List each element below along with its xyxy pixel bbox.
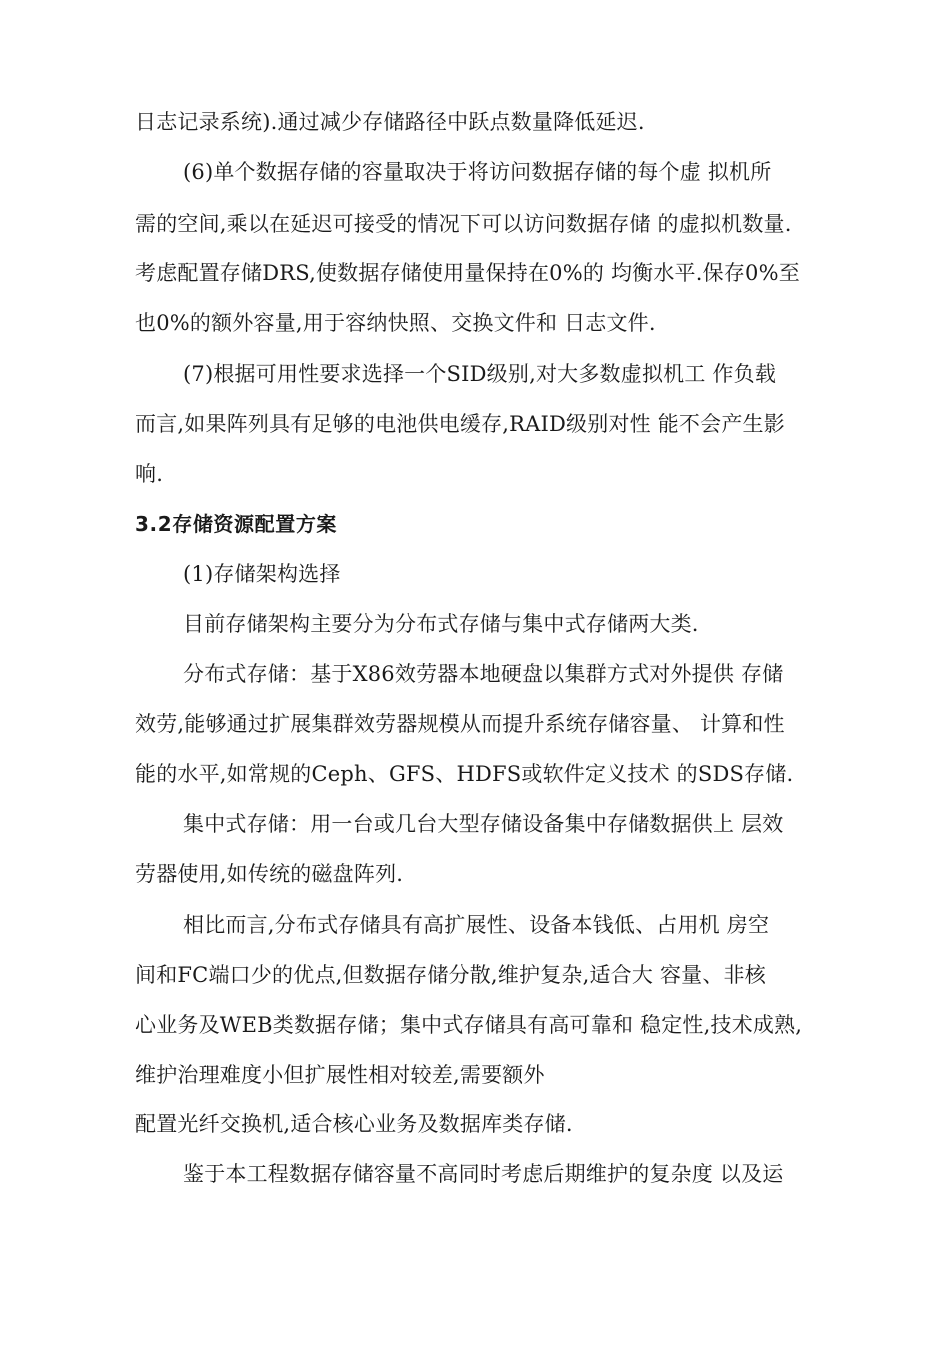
text-line: 鉴于本工程数据存储容量不高同时考虑后期维护的复杂度 以及运 xyxy=(183,1162,784,1186)
text-line: 心业务及WEB类数据存储；集中式存储具有高可靠和 稳定性,技术成熟, xyxy=(135,1013,803,1037)
text-line: 日志记录系统).通过减少存储路径中跃点数量降低延迟. xyxy=(135,110,645,134)
text-line: (7)根据可用性要求选择一个SID级别,对大多数虚拟机工 作负载 xyxy=(183,362,777,386)
text-line: 需的空间,乘以在延迟可接受的情况下可以访问数据存储 的虚拟机数量. xyxy=(135,212,792,236)
text-line: 而言,如果阵列具有足够的电池供电缓存,RAID级别对性 能不会产生影 xyxy=(135,412,785,436)
text-line: 目前存储架构主要分为分布式存储与集中式存储两大类. xyxy=(183,612,699,636)
subsection-label: (1)存储架构选择 xyxy=(183,562,341,586)
text-line: 响. xyxy=(135,462,164,486)
text-line: 间和FC端口少的优点,但数据存储分散,维护复杂,适合大 容量、非核 xyxy=(135,963,766,987)
text-line: 能的水平,如常规的Ceph、GFS、HDFS或软件定义技术 的SDS存储. xyxy=(135,762,794,786)
text-line: 集中式存储：用一台或几台大型存储设备集中存储数据供上 层效 xyxy=(183,812,784,836)
section-heading: 3.2存储资源配置方案 xyxy=(135,512,338,536)
text-line: 劳器使用,如传统的磁盘阵列. xyxy=(135,862,404,886)
text-line: 也0%的额外容量,用于容纳快照、交换文件和 日志文件. xyxy=(135,311,656,335)
text-line: (6)单个数据存储的容量取决于将访问数据存储的每个虚 拟机所 xyxy=(183,160,772,184)
text-line: 配置光纤交换机,适合核心业务及数据库类存储. xyxy=(135,1112,573,1136)
text-line: 分布式存储：基于X86效劳器本地硬盘以集群方式对外提供 存储 xyxy=(183,662,784,686)
text-line: 效劳,能够通过扩展集群效劳器规模从而提升系统存储容量、 计算和性 xyxy=(135,712,785,736)
text-line: 维护治理难度小但扩展性相对较差,需要额外 xyxy=(135,1063,545,1087)
text-line: 相比而言,分布式存储具有高扩展性、设备本钱低、占用机 房空 xyxy=(183,913,770,937)
text-line: 考虑配置存储DRS,使数据存储使用量保持在0%的 均衡水平.保存0%至 xyxy=(135,261,800,285)
